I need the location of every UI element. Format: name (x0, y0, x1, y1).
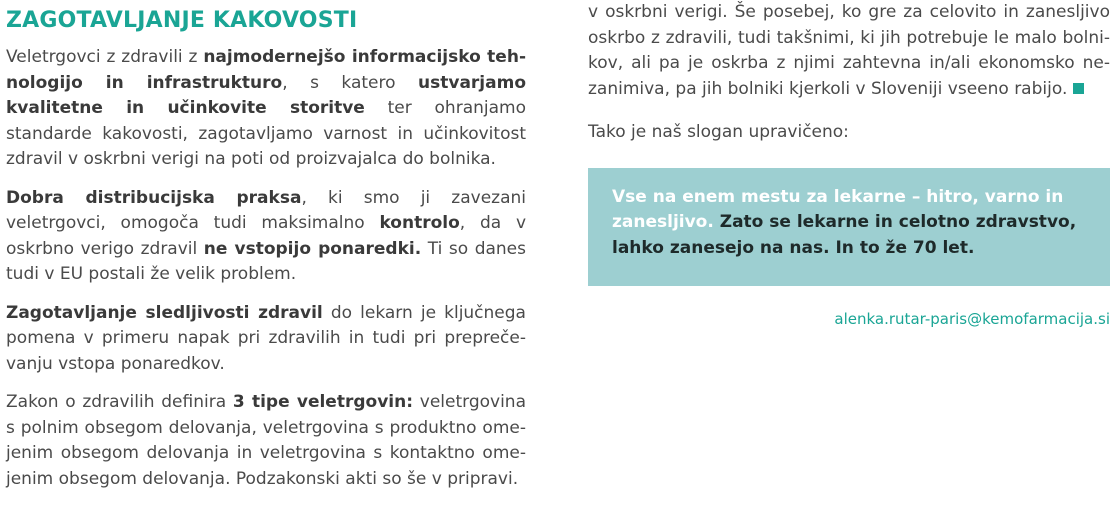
text: , s katero (282, 72, 419, 93)
text: Veletrgovci z zdravili z (6, 47, 204, 67)
paragraph-traceability (6, 301, 526, 378)
text: veletrgovina s polnim obsegom delovanja, veletrgovina s produktno omejenim obsegom delovanja in veletrgovina s kontaktno omejenim obsegom delovanja. Podzakonski akti so še v pripravi. (6, 392, 526, 489)
bold-text: ne vstopijo ponaredki. (203, 238, 422, 259)
text: Zakon o zdravilih definira (6, 392, 233, 412)
bold-text: Dobra distribucijska praksa (6, 187, 302, 208)
left-column (6, 6, 526, 505)
author-email[interactable]: alenka.rutar-paris@kemofarmacija.si (834, 310, 1110, 328)
text: Ti so danes tudi v EU postali že velik problem. (6, 238, 527, 284)
paragraph-quality (6, 45, 526, 173)
text: , ki smo ji zavezani veletrgovci, omogoča tudi maksimalno (6, 187, 526, 233)
section-title: ZAGOTAVLJANJE KAKOVOSTI (6, 8, 358, 33)
paragraph-distribution (6, 186, 526, 288)
bold-text: kontrolo (379, 213, 460, 233)
text: ter ohranjamo standarde kakovosti, zagotavljamo varnost in učinkovitost zdravil v oskrbni verigi na poti od proizvajalca do bolnika. (6, 98, 526, 169)
slogan-text: Vse na enem mestu za lekarne – hitro, varno in zanesljivo. (612, 186, 1064, 232)
end-of-article-icon (1073, 83, 1084, 94)
text: do lekarn je ključnega pomena v primeru napak pri zdravilih in tudi pri preprečevanju vstopa ponaredkov. (6, 302, 526, 374)
bold-text: najmodernejšo informacijsko tehnologijo in infrastrukturo (6, 47, 526, 93)
text: v oskrbni verigi. Še posebej, ko gre za celovito in zanesljivo oskrbo z zdravili, tudi takšnimi, ki jih potrebuje le malo bolnikov, ali pa je oskrba z njimi zahtevna in/ali ekonomsko nezanimiva, pa jih bolniki kjerkoli v Sloveniji vseeno rabijo. (588, 2, 1110, 99)
bold-text: ustvarjamo kvalitetne in učinkovite storitve (6, 72, 526, 118)
slogan-box (588, 168, 1110, 287)
slogan-text-dark: Zato se lekarne in celotno zdravstvo, lahko zanesejo na nas. In to že 70 let. (612, 212, 1077, 258)
text: , da v oskrbno verigo zdravil (6, 213, 527, 259)
paragraph-continued (588, 0, 1110, 102)
paragraph-law (6, 390, 526, 492)
bold-text: Zagotavljanje sledljivosti zdravil (6, 302, 323, 323)
bold-text: 3 tipe veletrgovin: (232, 392, 414, 412)
right-column (588, 0, 1110, 328)
slogan-intro: Tako je naš slogan upravičeno: (588, 122, 849, 142)
